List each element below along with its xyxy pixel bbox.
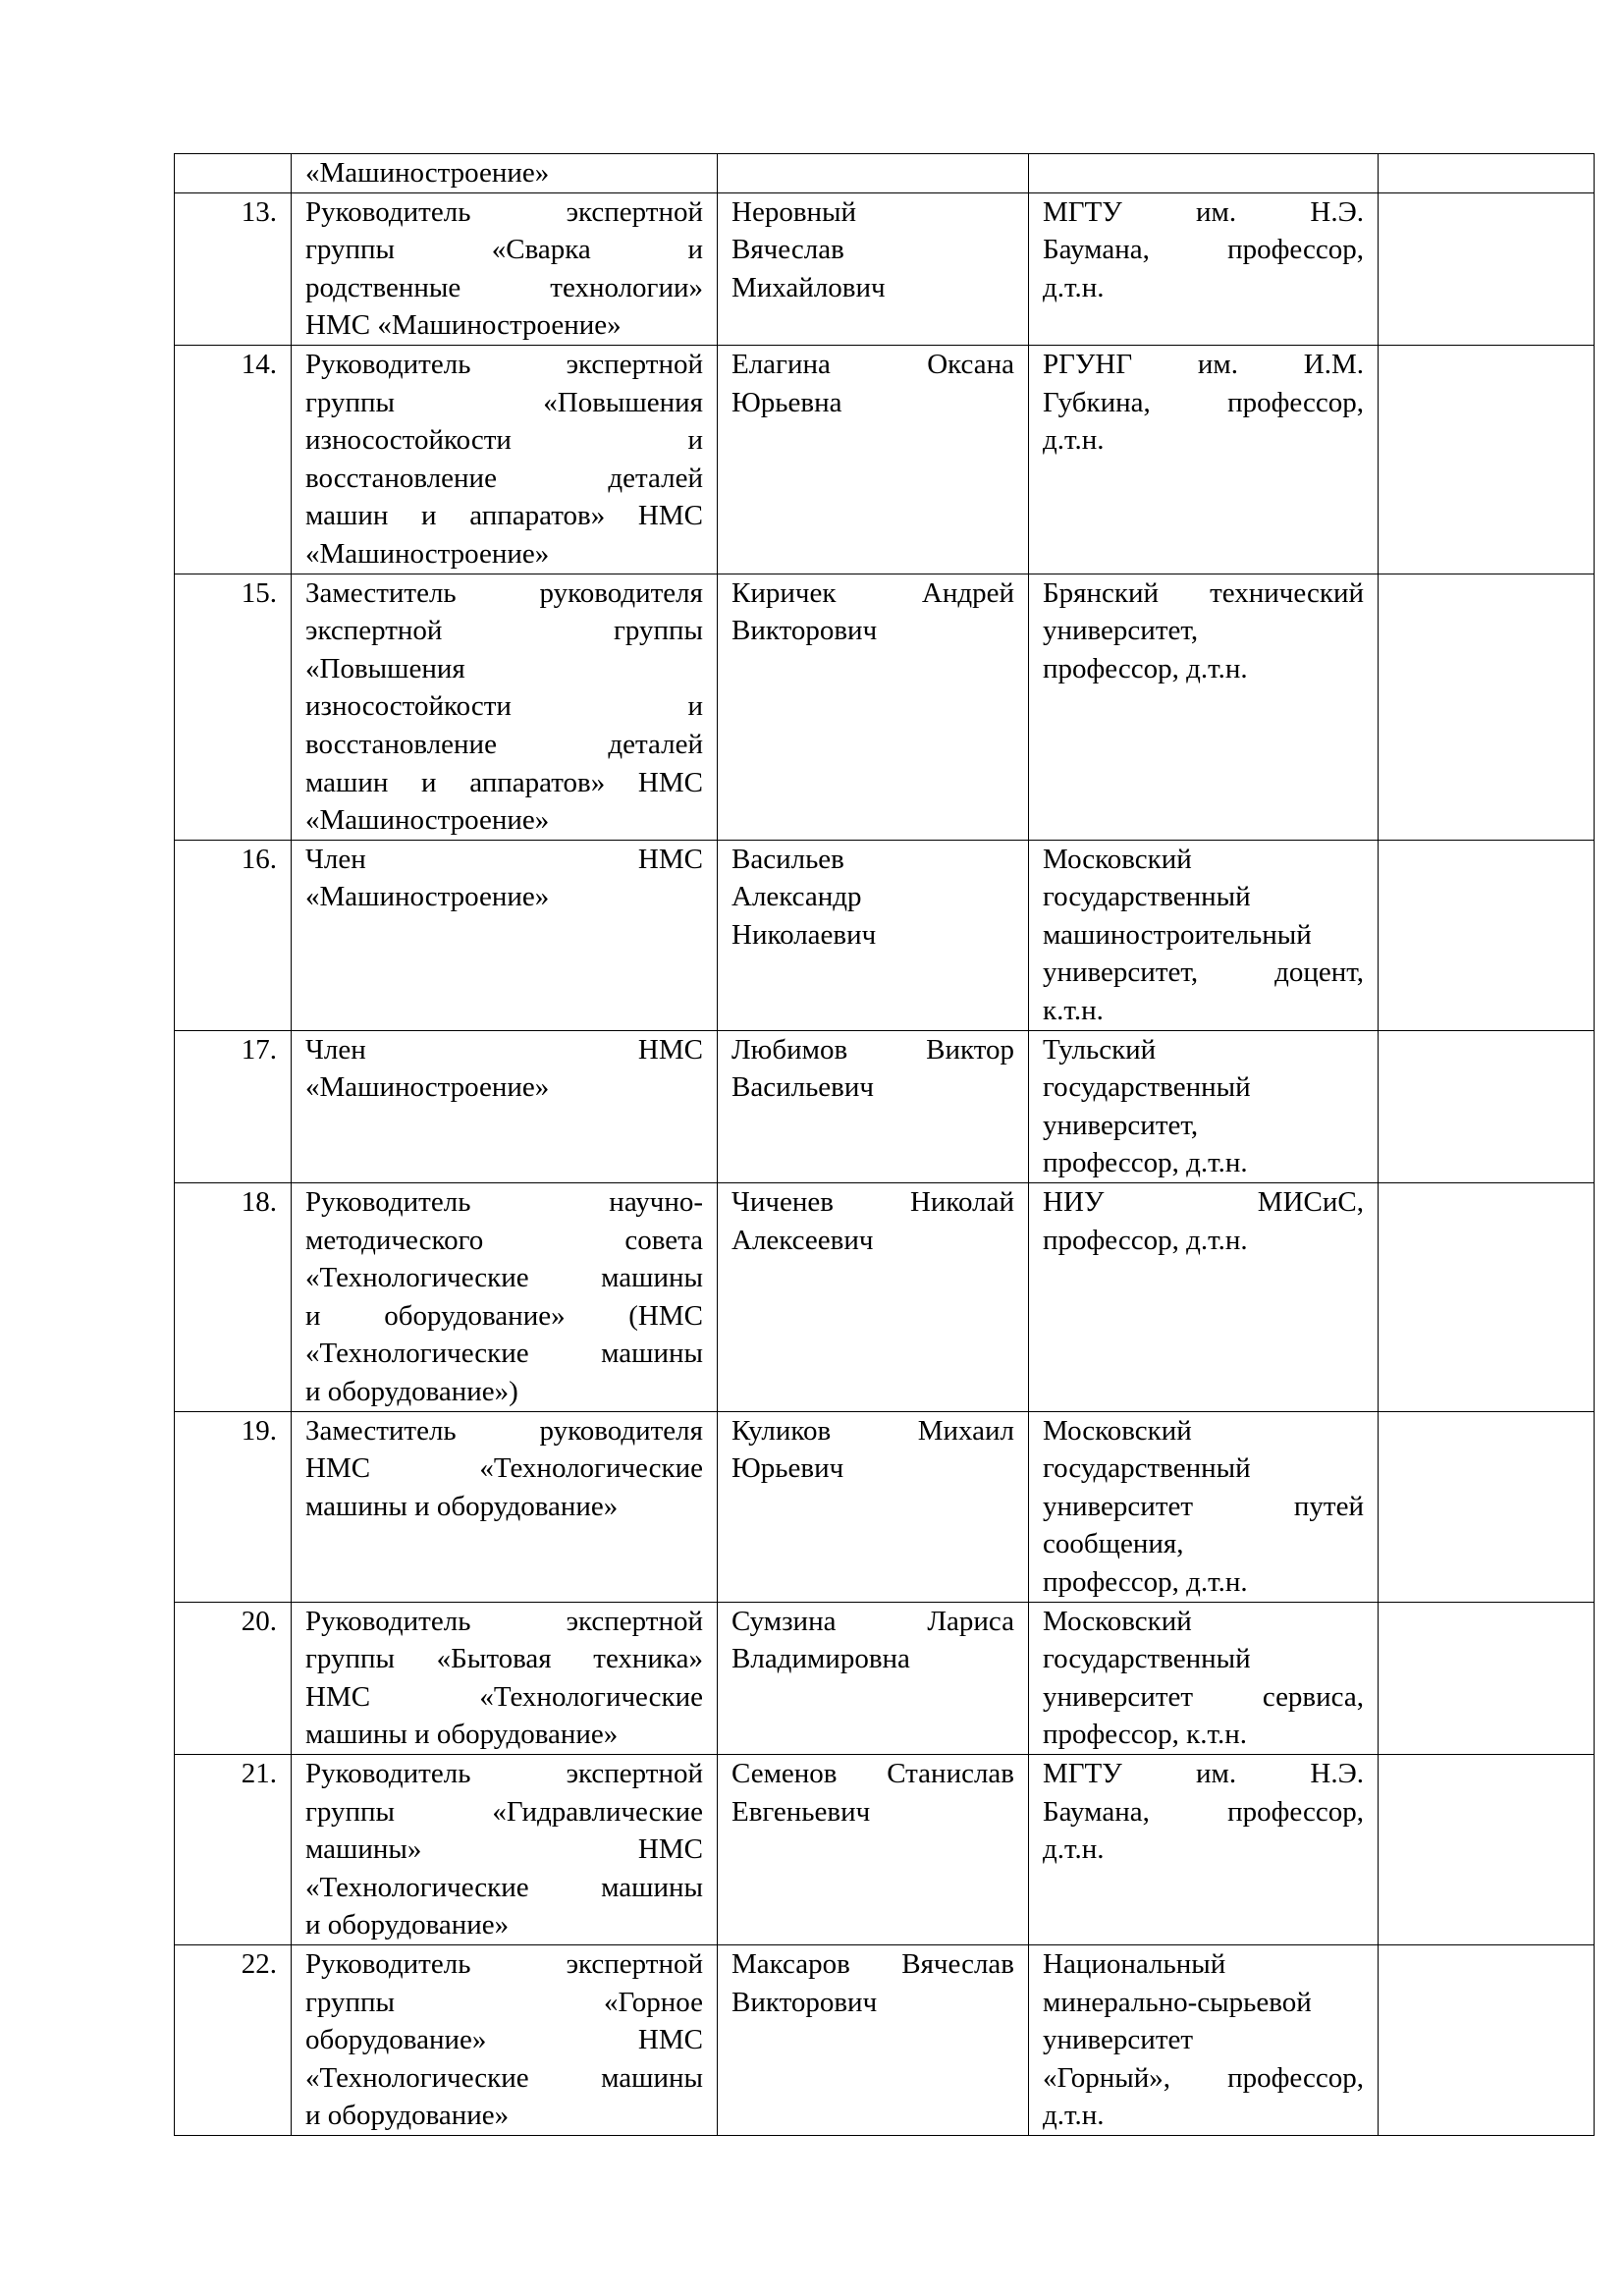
role-cell-line: группы «Сварка и	[305, 234, 703, 266]
organization-cell-line: профессор, д.т.н.	[1043, 652, 1248, 684]
table-row	[175, 840, 1595, 1030]
role-cell-line: машины и оборудование»	[305, 1490, 619, 1522]
role-cell-line: Руководитель экспертной	[305, 1757, 703, 1789]
role-cell	[292, 154, 718, 193]
name-cell	[718, 1602, 1029, 1754]
role-cell-line: износостойкости и	[305, 424, 703, 457]
role-cell-line: методического совета	[305, 1224, 703, 1256]
role-cell-line: «Машиностроение»	[305, 804, 550, 837]
role-cell-line: «Машиностроение»	[305, 881, 550, 913]
table-row-continuation	[175, 154, 1595, 193]
organization-cell	[1029, 192, 1379, 345]
organization-cell-line: государственный	[1043, 881, 1251, 913]
name-cell-line: Юрьевна	[731, 386, 842, 418]
role-cell-line: Руководитель научно-	[305, 1186, 703, 1219]
role-cell-line: «Машиностроение»	[305, 537, 550, 570]
name-cell-line: Куликов Михаил	[731, 1414, 1014, 1447]
role-cell	[292, 1030, 718, 1182]
name-cell-line: Евгеньевич	[731, 1795, 871, 1828]
organization-cell-line: минерально-сырьевой	[1043, 1986, 1312, 2018]
name-cell	[718, 1754, 1029, 1944]
table-row	[175, 345, 1595, 574]
role-cell	[292, 840, 718, 1030]
row-number: 18.	[175, 1183, 292, 1412]
role-cell-line: группы «Гидравлические	[305, 1795, 703, 1828]
name-cell-line: Юрьевич	[731, 1452, 844, 1485]
role-cell-line: Заместитель руководителя	[305, 576, 703, 609]
name-cell	[718, 345, 1029, 574]
organization-cell-line: Национальный	[1043, 1947, 1226, 1980]
role-cell-line: группы «Бытовая техника»	[305, 1643, 703, 1675]
organization-cell-line: МГТУ им. Н.Э.	[1043, 1757, 1364, 1789]
organization-cell-line: профессор, д.т.н.	[1043, 1565, 1248, 1598]
role-cell-line: и оборудование»	[305, 2100, 510, 2132]
organization-cell	[1029, 1183, 1379, 1412]
name-cell	[718, 192, 1029, 345]
role-cell	[292, 1183, 718, 1412]
name-cell-line: Александр	[731, 881, 862, 913]
role-cell-line: «Технологические машины	[305, 2061, 703, 2094]
name-cell-line: Владимировна	[731, 1643, 910, 1675]
role-cell-line: Член НМС	[305, 1033, 703, 1066]
name-cell	[718, 574, 1029, 840]
organization-cell-line: профессор, к.т.н.	[1043, 1719, 1247, 1751]
role-cell	[292, 574, 718, 840]
role-cell-line: машин и аппаратов» НМС	[305, 500, 703, 532]
organization-cell-line: университет, доцент,	[1043, 957, 1364, 989]
members-table	[174, 153, 1595, 2136]
organization-cell-line: университет	[1043, 2024, 1194, 2056]
role-cell	[292, 192, 718, 345]
note-cell	[1379, 154, 1595, 193]
organization-cell-line: Баумана, профессор,	[1043, 234, 1364, 266]
organization-cell-line: университет,	[1043, 615, 1199, 647]
role-cell-line: «Технологические машины	[305, 1871, 703, 1903]
note-cell	[1379, 1030, 1595, 1182]
role-cell-line: Руководитель экспертной	[305, 348, 703, 380]
role-cell-line: «Повышения	[305, 652, 465, 684]
name-cell-line: Семенов Станислав	[731, 1757, 1014, 1789]
name-cell	[718, 840, 1029, 1030]
table-row	[175, 1944, 1595, 2135]
organization-cell	[1029, 1602, 1379, 1754]
role-cell-line: Руководитель экспертной	[305, 1605, 703, 1637]
name-cell-line: Васильев	[731, 843, 844, 875]
organization-cell-line: государственный	[1043, 1071, 1251, 1104]
organization-cell	[1029, 154, 1379, 193]
role-cell-line: и оборудование» (НМС	[305, 1299, 703, 1332]
role-cell-line: родственные технологии»	[305, 271, 703, 303]
role-cell-line: «Технологические машины	[305, 1262, 703, 1294]
role-cell-line: и оборудование»)	[305, 1376, 518, 1407]
name-cell-line: Николаевич	[731, 918, 877, 951]
role-cell-line: машины» НМС	[305, 1833, 703, 1866]
role-cell-line: машин и аппаратов» НМС	[305, 766, 703, 798]
row-number: 17.	[175, 1030, 292, 1182]
table-row	[175, 1183, 1595, 1412]
organization-cell-line: Баумана, профессор,	[1043, 1795, 1364, 1828]
organization-cell-line: государственный	[1043, 1452, 1251, 1485]
role-cell	[292, 1411, 718, 1602]
organization-cell-line: Московский	[1043, 1605, 1192, 1637]
name-cell-line: Любимов Виктор	[731, 1033, 1014, 1066]
organization-cell-line: МГТУ им. Н.Э.	[1043, 195, 1364, 228]
organization-cell-line: «Горный», профессор,	[1043, 2061, 1364, 2094]
organization-cell-line: машиностроительный	[1043, 918, 1312, 951]
role-cell	[292, 1754, 718, 1944]
row-number: 20.	[175, 1602, 292, 1754]
organization-cell	[1029, 1411, 1379, 1602]
organization-cell-line: университет,	[1043, 1109, 1199, 1141]
name-cell-line: Михайлович	[731, 271, 886, 303]
role-cell-line: износостойкости и	[305, 690, 703, 723]
note-cell	[1379, 1602, 1595, 1754]
organization-cell	[1029, 1944, 1379, 2135]
row-number: 15.	[175, 574, 292, 840]
role-cell-line: Заместитель руководителя	[305, 1414, 703, 1447]
organization-cell-line: профессор, д.т.н.	[1043, 1147, 1248, 1179]
role-cell-line: машины и оборудование»	[305, 1719, 619, 1751]
role-cell-line: НМС «Машиностроение»	[305, 309, 622, 342]
organization-cell-line: университет сервиса,	[1043, 1680, 1364, 1713]
note-cell	[1379, 192, 1595, 345]
table-row	[175, 1602, 1595, 1754]
table-row	[175, 1754, 1595, 1944]
note-cell	[1379, 840, 1595, 1030]
organization-cell-line: д.т.н.	[1043, 2100, 1105, 2132]
note-cell	[1379, 574, 1595, 840]
row-number: 21.	[175, 1754, 292, 1944]
role-cell	[292, 1602, 718, 1754]
name-cell-line: Алексеевич	[731, 1224, 874, 1256]
name-cell-line: Максаров Вячеслав	[731, 1947, 1014, 1980]
role-cell-line: «Машиностроение»	[305, 157, 550, 189]
name-cell	[718, 1030, 1029, 1182]
name-cell	[718, 1944, 1029, 2135]
organization-cell-line: д.т.н.	[1043, 271, 1105, 303]
name-cell	[718, 154, 1029, 193]
name-cell-line: Сумзина Лариса	[731, 1605, 1014, 1637]
role-cell-line: «Технологические машины	[305, 1338, 703, 1370]
name-cell-line: Киричек Андрей	[731, 576, 1014, 609]
members-table-body	[175, 154, 1595, 2136]
organization-cell	[1029, 840, 1379, 1030]
organization-cell-line: университет путей	[1043, 1490, 1364, 1522]
organization-cell-line: Брянский технический	[1043, 576, 1364, 609]
organization-cell	[1029, 345, 1379, 574]
note-cell	[1379, 345, 1595, 574]
organization-cell	[1029, 1754, 1379, 1944]
organization-cell-line: к.т.н.	[1043, 995, 1104, 1027]
row-number: 14.	[175, 345, 292, 574]
row-number	[175, 154, 292, 193]
row-number: 13.	[175, 192, 292, 345]
note-cell	[1379, 1754, 1595, 1944]
organization-cell-line: Тульский	[1043, 1033, 1157, 1066]
role-cell-line: НМС «Технологические	[305, 1680, 703, 1713]
organization-cell-line: д.т.н.	[1043, 1833, 1105, 1866]
organization-cell	[1029, 574, 1379, 840]
table-row	[175, 1030, 1595, 1182]
table-row	[175, 574, 1595, 840]
role-cell-line: восстановление деталей	[305, 728, 703, 760]
name-cell-line: Викторович	[731, 615, 878, 647]
organization-cell-line: сообщения,	[1043, 1528, 1184, 1560]
role-cell-line: Руководитель экспертной	[305, 195, 703, 228]
organization-cell-line: Московский	[1043, 843, 1192, 875]
role-cell-line: оборудование» НМС	[305, 2024, 703, 2056]
role-cell-line: и оборудование»	[305, 1909, 510, 1941]
role-cell-line: восстановление деталей	[305, 462, 703, 494]
organization-cell	[1029, 1030, 1379, 1182]
name-cell-line: Елагина Оксана	[731, 348, 1014, 380]
role-cell-line: Член НМС	[305, 843, 703, 875]
note-cell	[1379, 1944, 1595, 2135]
name-cell-line: Викторович	[731, 1986, 878, 2018]
organization-cell-line: РГУНГ им. И.М.	[1043, 348, 1364, 380]
name-cell	[718, 1411, 1029, 1602]
organization-cell-line: Губкина, профессор,	[1043, 386, 1364, 418]
role-cell	[292, 345, 718, 574]
name-cell-line: Чиченев Николай	[731, 1186, 1014, 1219]
row-number: 22.	[175, 1944, 292, 2135]
name-cell-line: Васильевич	[731, 1071, 874, 1104]
role-cell-line: группы «Горное	[305, 1986, 703, 2018]
role-cell-line: НМС «Технологические	[305, 1452, 703, 1485]
role-cell-line: группы «Повышения	[305, 386, 703, 418]
name-cell-line: Неровный	[731, 195, 857, 228]
organization-cell-line: профессор, д.т.н.	[1043, 1224, 1248, 1256]
name-cell-line: Вячеслав	[731, 234, 844, 266]
note-cell	[1379, 1183, 1595, 1412]
table-row	[175, 192, 1595, 345]
note-cell	[1379, 1411, 1595, 1602]
role-cell-line: экспертной группы	[305, 615, 703, 647]
role-cell	[292, 1944, 718, 2135]
row-number: 16.	[175, 840, 292, 1030]
organization-cell-line: Московский	[1043, 1414, 1192, 1447]
table-row	[175, 1411, 1595, 1602]
row-number: 19.	[175, 1411, 292, 1602]
role-cell-line: «Машиностроение»	[305, 1071, 550, 1104]
organization-cell-line: д.т.н.	[1043, 424, 1105, 457]
role-cell-line: Руководитель экспертной	[305, 1947, 703, 1980]
organization-cell-line: НИУ МИСиС,	[1043, 1186, 1364, 1219]
organization-cell-line: государственный	[1043, 1643, 1251, 1675]
name-cell	[718, 1183, 1029, 1412]
